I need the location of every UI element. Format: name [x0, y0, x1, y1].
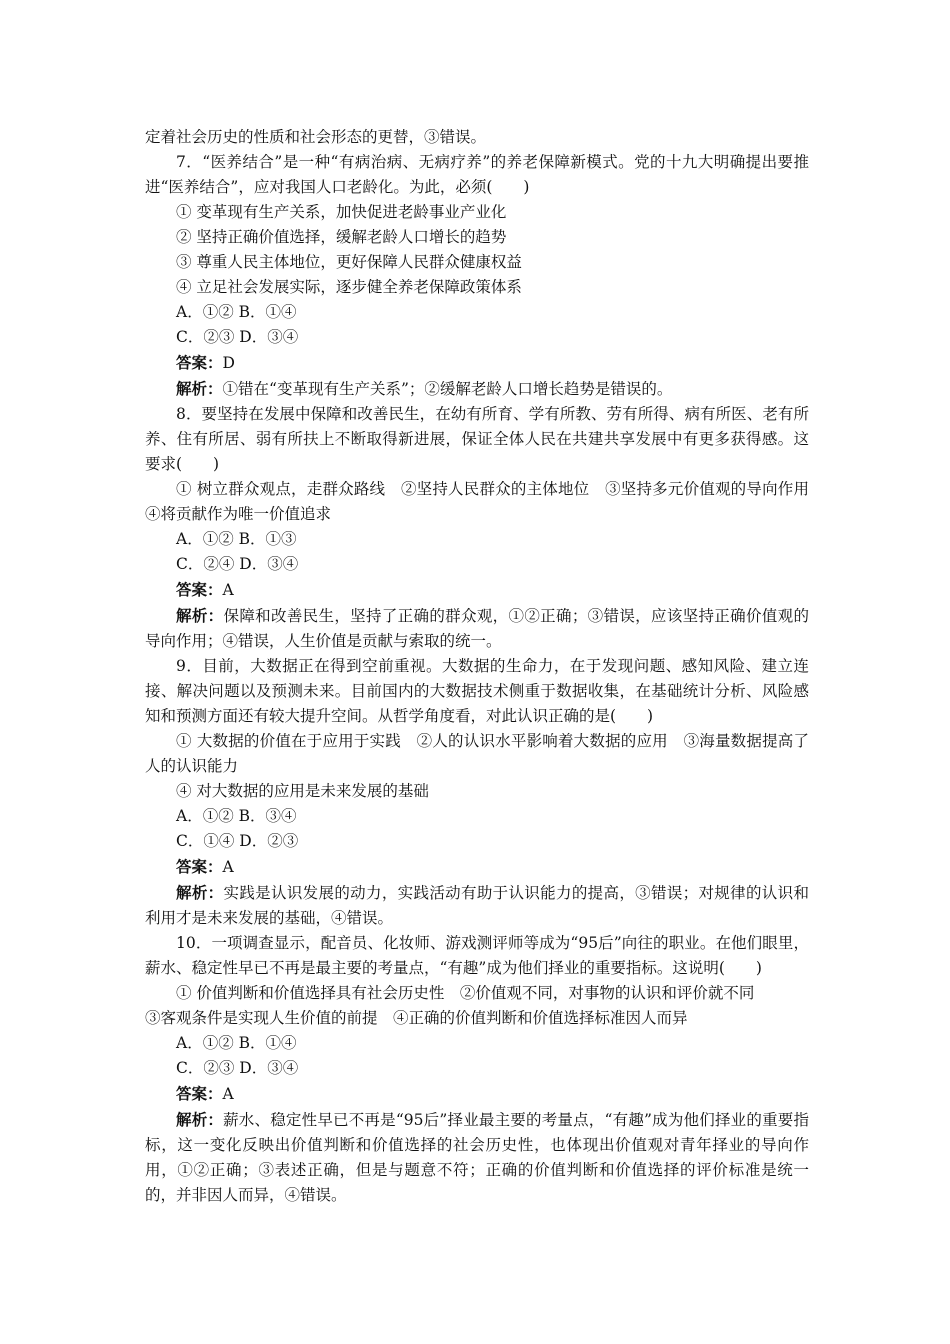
statement-option: ① 树立群众观点，走群众路线 ②坚持人民群众的主体地位 ③坚持多元价值观的导向作用 ④将贡献作为唯一价值追求	[145, 480, 825, 523]
analysis-text: ①错在“变革现有生产关系”；②缓解老龄人口增长趋势是错误的。	[222, 380, 673, 398]
answer-label: 答案：	[176, 1084, 223, 1103]
analysis-label: 解析：	[176, 379, 223, 398]
question-7	[145, 150, 809, 402]
analysis-label: 解析：	[176, 606, 224, 625]
statement-option: ④ 立足社会发展实际，逐步健全养老保障政策体系	[176, 278, 522, 296]
continued-analysis-line: 定着社会历史的性质和社会形态的更替，③错误。	[145, 128, 487, 146]
question-stem: 10．一项调查显示，配音员、化妆师、游戏测评师等成为“95后”向往的职业。在他们眼里，薪水、稳定性早已不再是最主要的考量点，“有趣”成为他们择业的重要指标。这说明( )	[145, 934, 809, 977]
analysis-text: 保障和改善民生，坚持了正确的群众观，①②正确；③错误，应该坚持正确价值观的导向作用；④错误，人生价值是贡献与索取的统一。	[145, 607, 809, 650]
analysis-line	[145, 376, 809, 402]
question-8	[145, 402, 825, 654]
answer-label: 答案：	[176, 857, 223, 876]
answer-line	[145, 854, 809, 880]
answer-choices: C．②④ D．③④	[176, 555, 299, 573]
analysis-text: 实践是认识发展的动力，实践活动有助于认识能力的提高，③错误；对规律的认识和利用才是未来发展的基础，④错误。	[145, 884, 809, 927]
analysis-line	[145, 880, 809, 931]
answer-choices: C．①④ D．②③	[176, 832, 299, 850]
answer-label: 答案：	[176, 353, 223, 372]
statement-option: ① 大数据的价值在于应用于实践 ②人的认识水平影响着大数据的应用 ③海量数据提高了人的认识能力	[145, 732, 809, 775]
answer-value: A	[222, 581, 234, 599]
question-stem: 8．要坚持在发展中保障和改善民生，在幼有所育、学有所教、劳有所得、病有所医、老有所养、住有所居、弱有所扶上不断取得新进展，保证全体人民在共建共享发展中有更多获得感。这要求( )	[145, 405, 809, 473]
question-9	[145, 654, 809, 931]
question-10	[145, 931, 809, 1208]
statement-option: ③客观条件是实现人生价值的前提 ④正确的价值判断和价值选择标准因人而异	[145, 1009, 688, 1027]
answer-label: 答案：	[176, 580, 223, 599]
statement-option: ① 变革现有生产关系，加快促进老龄事业产业化	[176, 203, 507, 221]
answer-choices: A．①② B．①④	[176, 1034, 297, 1052]
question-stem: 9．目前，大数据正在得到空前重视。大数据的生命力，在于发现问题、感知风险、建立连接、解决问题以及预测未来。目前国内的大数据技术侧重于数据收集，在基础统计分析、风险感知和预测方面还有较大提升空间。从哲学角度看，对此认识正确的是( )	[145, 657, 809, 725]
analysis-line	[145, 603, 809, 654]
analysis-line	[145, 1107, 809, 1208]
question-stem: 7．“医养结合”是一种“有病治病、无病疗养”的养老保障新模式。党的十九大明确提出要推进“医养结合”，应对我国人口老龄化。为此，必须( )	[145, 153, 809, 196]
statement-option: ③ 尊重人民主体地位，更好保障人民群众健康权益	[176, 253, 522, 271]
answer-line	[145, 1081, 809, 1107]
answer-line	[145, 577, 809, 603]
answer-choices: A．①② B．①③	[176, 530, 297, 548]
answer-choices: A．①② B．①④	[176, 303, 297, 321]
answer-line	[145, 350, 809, 376]
document-content	[145, 125, 825, 1208]
answer-value: A	[222, 858, 234, 876]
answer-choices: C．②③ D．③④	[176, 328, 299, 346]
statement-option: ① 价值判断和价值选择具有社会历史性 ②价值观不同，对事物的认识和评价就不同	[176, 984, 755, 1002]
answer-value: A	[222, 1085, 234, 1103]
analysis-label: 解析：	[176, 883, 224, 902]
answer-value: D	[222, 354, 235, 372]
statement-option: ④ 对大数据的应用是未来发展的基础	[176, 782, 429, 800]
answer-choices: A．①② B．③④	[176, 807, 297, 825]
analysis-text: 薪水、稳定性早已不再是“95后”择业最主要的考量点，“有趣”成为他们择业的重要指标，这一变化反映出价值判断和价值选择的社会历史性，也体现出价值观对青年择业的导向作用，①②正确；③表述正确，但是与题意不符；正确的价值判断和价值选择的评价标准是统一的，并非因人而异，④错误。	[145, 1111, 809, 1204]
statement-option: ② 坚持正确价值选择，缓解老龄人口增长的趋势	[176, 228, 507, 246]
answer-choices: C．②③ D．③④	[176, 1059, 299, 1077]
analysis-label: 解析：	[176, 1110, 224, 1129]
